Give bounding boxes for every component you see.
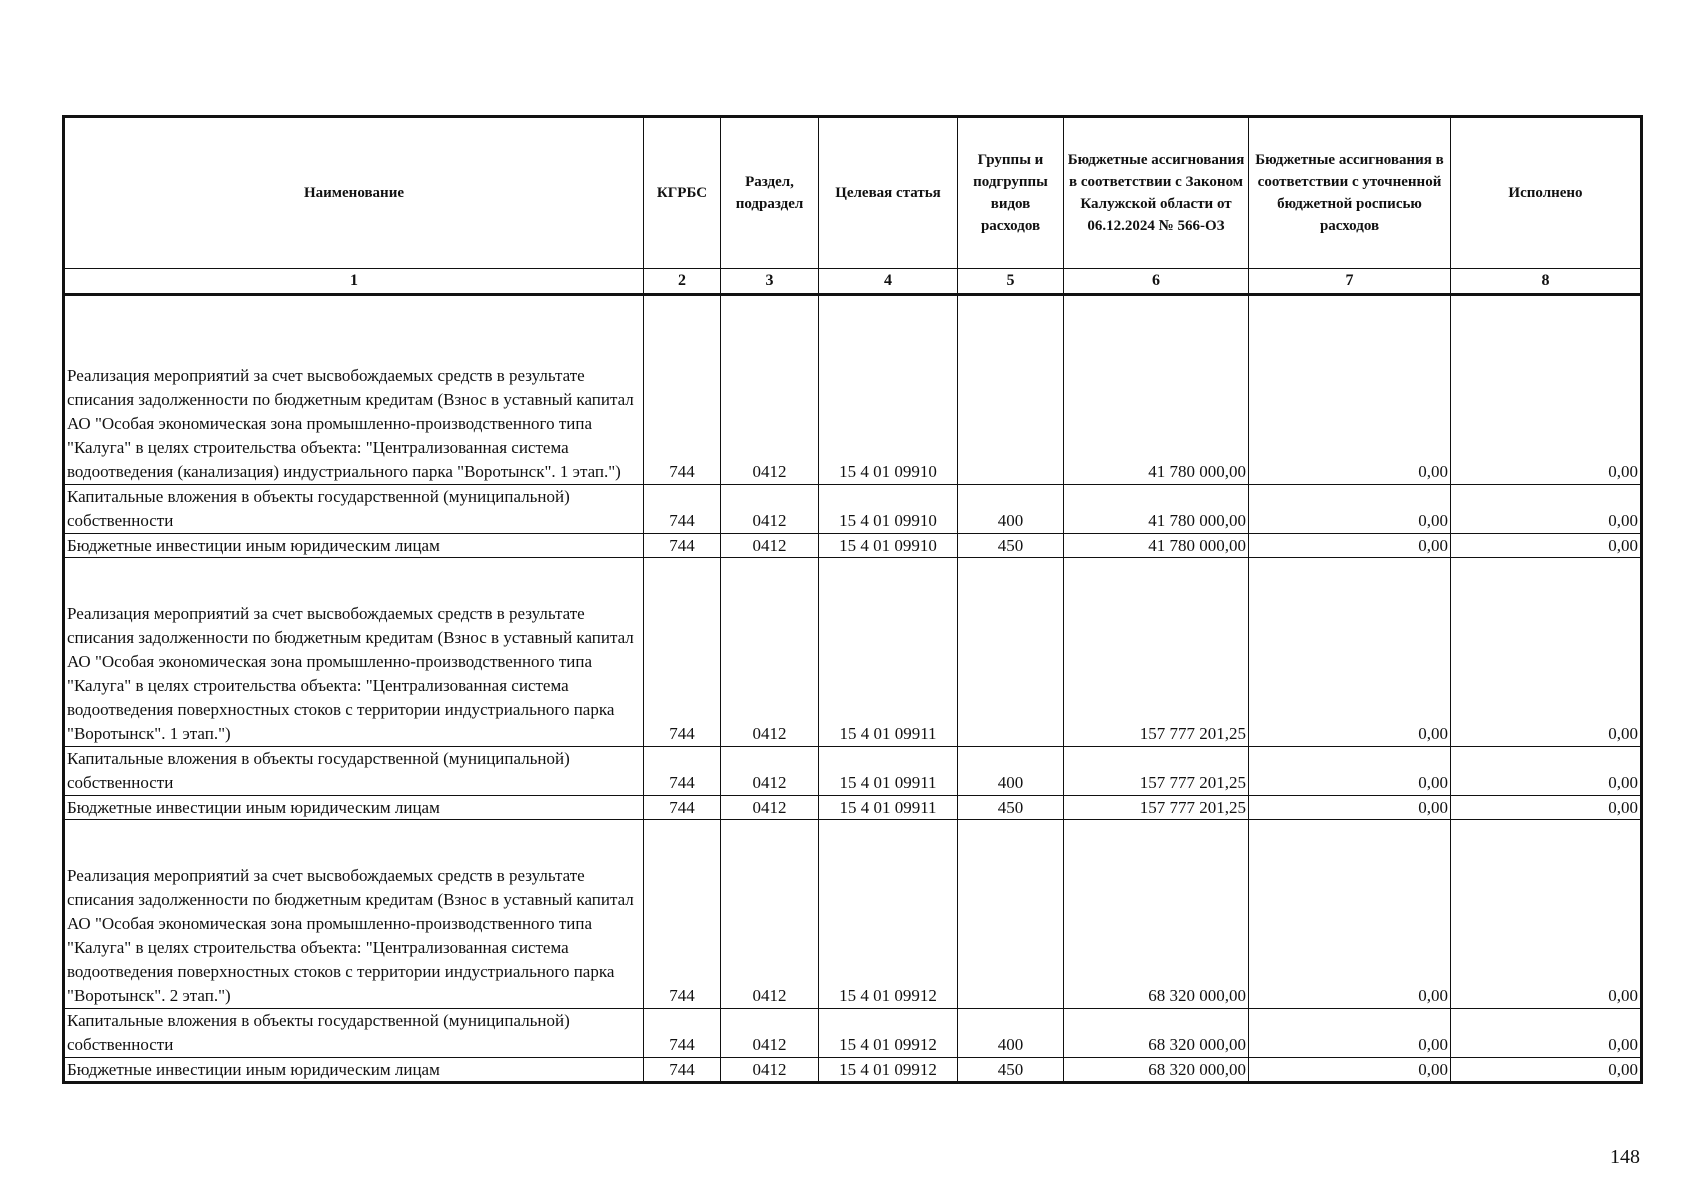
cell-target-article: 15 4 01 09911 [819,747,958,796]
cell-section: 0412 [721,485,819,534]
cell-executed: 0,00 [1451,1009,1642,1058]
cell-target-article: 15 4 01 09911 [819,558,958,747]
column-number: 5 [958,269,1064,295]
cell-law-allocation: 68 320 000,00 [1064,1058,1249,1083]
cell-budget-schedule: 0,00 [1249,558,1451,747]
cell-name: Капитальные вложения в объекты государственной (муниципальной) собственности [64,1009,644,1058]
cell-budget-schedule: 0,00 [1249,534,1451,558]
cell-kgrbs: 744 [644,747,721,796]
cell-target-article: 15 4 01 09912 [819,1009,958,1058]
table-body [64,295,1642,1083]
table-row [64,796,1642,820]
cell-kgrbs: 744 [644,796,721,820]
column-number-row [64,269,1642,295]
cell-section: 0412 [721,534,819,558]
cell-section: 0412 [721,1009,819,1058]
cell-section: 0412 [721,1058,819,1083]
cell-kgrbs: 744 [644,820,721,1009]
column-number: 7 [1249,269,1451,295]
cell-executed: 0,00 [1451,485,1642,534]
header-target-article: Целевая статья [819,117,958,269]
cell-executed: 0,00 [1451,796,1642,820]
cell-name: Капитальные вложения в объекты государственной (муниципальной) собственности [64,747,644,796]
page-number: 148 [1610,1146,1640,1168]
cell-target-article: 15 4 01 09911 [819,796,958,820]
column-number: 6 [1064,269,1249,295]
cell-name: Реализация мероприятий за счет высвобождаемых средств в результате списания задолженности по бюджетным кредитам (Взнос в уставный капитал АО "Особая экономическая зона промышленно-производственного типа "Калуга" в целях строительства объекта: "Централизованная система водоотведения (канализация) индустриального парка "Воротынск". 1 этап.") [64,295,644,485]
header-kgrbs: КГРБС [644,117,721,269]
cell-kgrbs: 744 [644,295,721,485]
cell-executed: 0,00 [1451,747,1642,796]
cell-expense-group: 400 [958,747,1064,796]
cell-budget-schedule: 0,00 [1249,747,1451,796]
header-name: Наименование [64,117,644,269]
cell-budget-schedule: 0,00 [1249,485,1451,534]
cell-section: 0412 [721,295,819,485]
cell-name: Бюджетные инвестиции иным юридическим лицам [64,534,644,558]
cell-target-article: 15 4 01 09910 [819,534,958,558]
column-number: 8 [1451,269,1642,295]
table-row [64,820,1642,1009]
cell-executed: 0,00 [1451,1058,1642,1083]
budget-execution-table [62,115,1643,1084]
cell-budget-schedule: 0,00 [1249,796,1451,820]
cell-expense-group: 450 [958,534,1064,558]
cell-law-allocation: 68 320 000,00 [1064,820,1249,1009]
cell-law-allocation: 68 320 000,00 [1064,1009,1249,1058]
cell-name: Реализация мероприятий за счет высвобождаемых средств в результате списания задолженности по бюджетным кредитам (Взнос в уставный капитал АО "Особая экономическая зона промышленно-производственного типа "Калуга" в целях строительства объекта: "Централизованная система водоотведения поверхностных стоков с территории индустриального парка "Воротынск". 1 этап.") [64,558,644,747]
cell-kgrbs: 744 [644,1058,721,1083]
cell-section: 0412 [721,820,819,1009]
table-row [64,534,1642,558]
cell-budget-schedule: 0,00 [1249,820,1451,1009]
cell-section: 0412 [721,796,819,820]
cell-executed: 0,00 [1451,820,1642,1009]
cell-kgrbs: 744 [644,534,721,558]
cell-expense-group [958,558,1064,747]
cell-name: Капитальные вложения в объекты государственной (муниципальной) собственности [64,485,644,534]
table-row [64,1058,1642,1083]
cell-budget-schedule: 0,00 [1249,295,1451,485]
cell-law-allocation: 41 780 000,00 [1064,485,1249,534]
cell-law-allocation: 157 777 201,25 [1064,558,1249,747]
cell-law-allocation: 157 777 201,25 [1064,796,1249,820]
cell-kgrbs: 744 [644,1009,721,1058]
cell-name: Бюджетные инвестиции иным юридическим лицам [64,796,644,820]
cell-budget-schedule: 0,00 [1249,1009,1451,1058]
cell-target-article: 15 4 01 09910 [819,485,958,534]
cell-section: 0412 [721,747,819,796]
cell-executed: 0,00 [1451,534,1642,558]
cell-target-article: 15 4 01 09912 [819,820,958,1009]
column-number: 3 [721,269,819,295]
cell-expense-group [958,295,1064,485]
table-header [64,117,1642,295]
header-expense-groups: Группы и подгруппы видов расходов [958,117,1064,269]
column-number: 2 [644,269,721,295]
cell-name: Реализация мероприятий за счет высвобождаемых средств в результате списания задолженности по бюджетным кредитам (Взнос в уставный капитал АО "Особая экономическая зона промышленно-производственного типа "Калуга" в целях строительства объекта: "Централизованная система водоотведения поверхностных стоков с территории индустриального парка "Воротынск". 2 этап.") [64,820,644,1009]
cell-executed: 0,00 [1451,295,1642,485]
cell-law-allocation: 157 777 201,25 [1064,747,1249,796]
cell-expense-group: 450 [958,796,1064,820]
cell-expense-group: 400 [958,485,1064,534]
cell-law-allocation: 41 780 000,00 [1064,534,1249,558]
table-row [64,485,1642,534]
column-number: 4 [819,269,958,295]
column-number: 1 [64,269,644,295]
cell-name: Бюджетные инвестиции иным юридическим лицам [64,1058,644,1083]
cell-law-allocation: 41 780 000,00 [1064,295,1249,485]
cell-target-article: 15 4 01 09912 [819,1058,958,1083]
cell-executed: 0,00 [1451,558,1642,747]
table-row [64,1009,1642,1058]
header-executed: Исполнено [1451,117,1642,269]
cell-expense-group: 400 [958,1009,1064,1058]
cell-expense-group: 450 [958,1058,1064,1083]
cell-kgrbs: 744 [644,485,721,534]
header-section: Раздел, подраздел [721,117,819,269]
cell-expense-group [958,820,1064,1009]
header-budget-schedule: Бюджетные ассигнования в соответствии с уточненной бюджетной росписью расходов [1249,117,1451,269]
table-row [64,747,1642,796]
header-row [64,117,1642,269]
cell-target-article: 15 4 01 09910 [819,295,958,485]
cell-budget-schedule: 0,00 [1249,1058,1451,1083]
header-law-allocations: Бюджетные ассигнования в соответствии с Законом Калужской области от 06.12.2024 № 566-ОЗ [1064,117,1249,269]
cell-section: 0412 [721,558,819,747]
table-row [64,295,1642,485]
cell-kgrbs: 744 [644,558,721,747]
table-row [64,558,1642,747]
